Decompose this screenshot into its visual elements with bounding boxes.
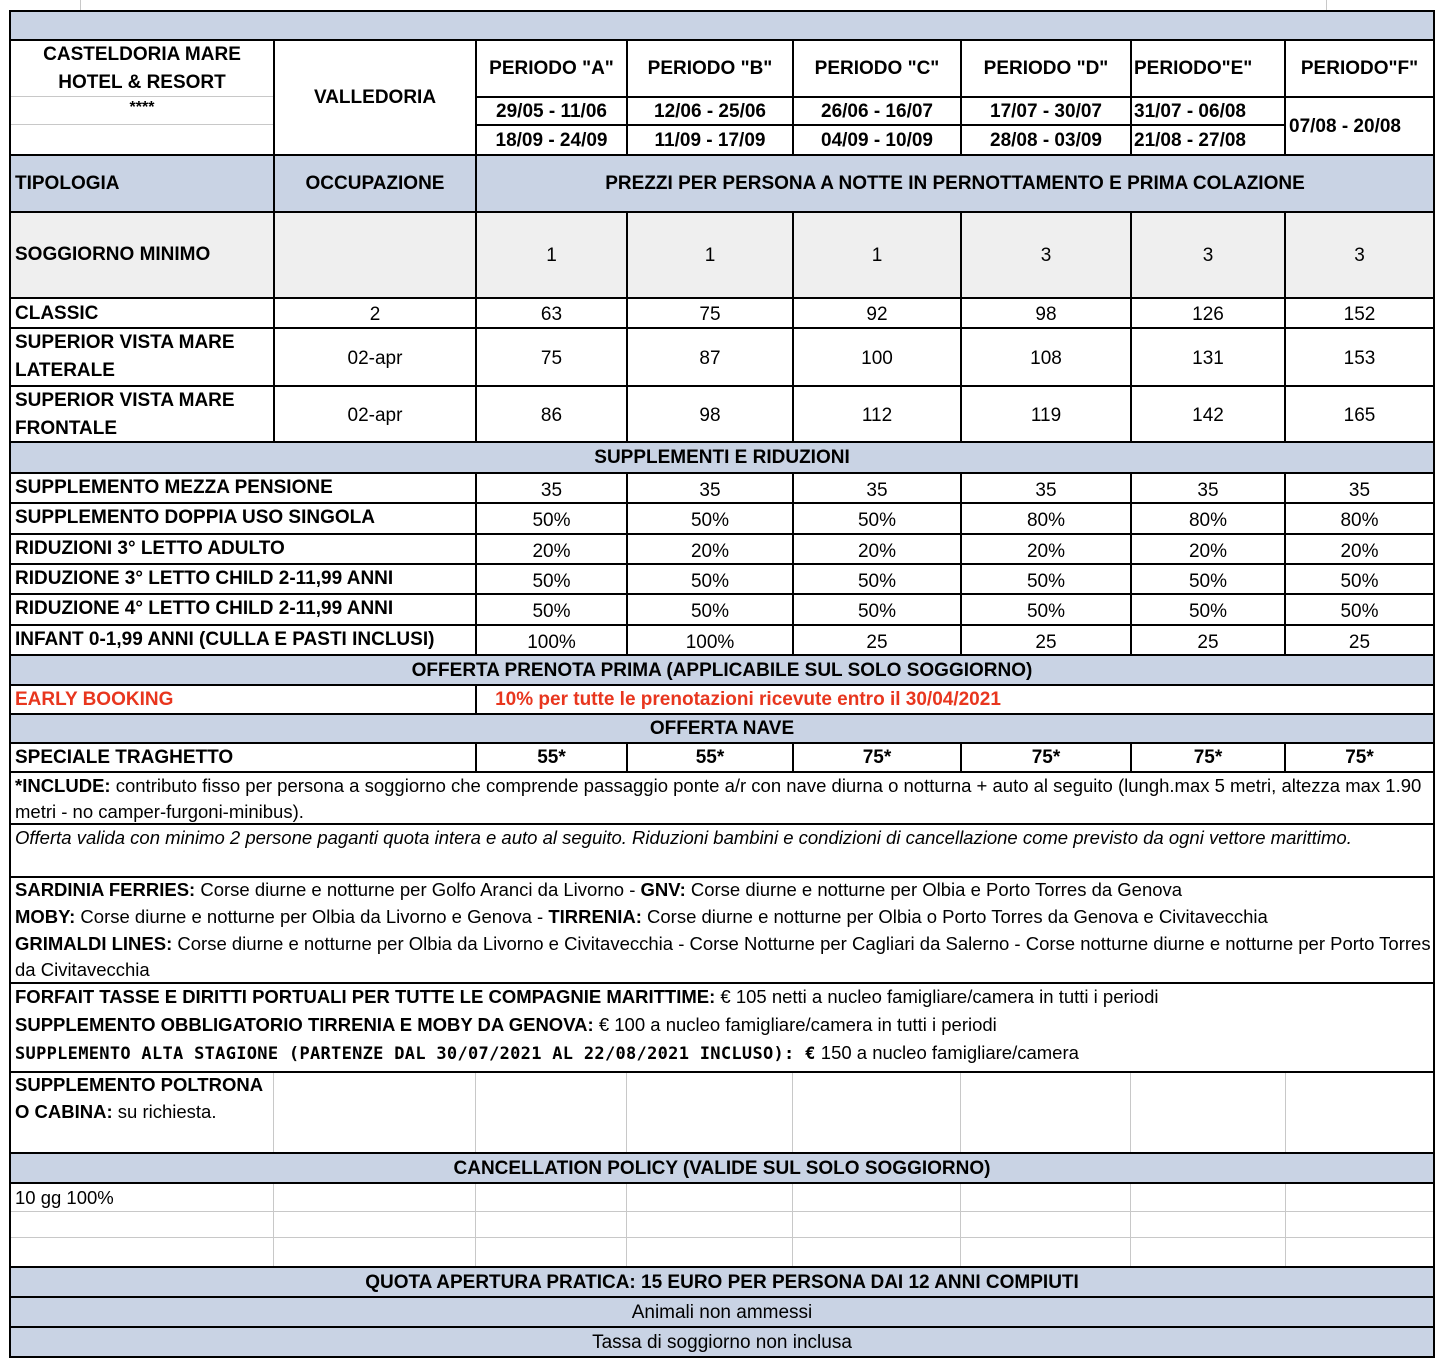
supplement-value: 50% [1188, 570, 1228, 592]
room-laterale-name-line1: SUPERIOR VISTA MARE [15, 332, 235, 353]
tipologia-header: TIPOLOGIA [15, 173, 120, 194]
room-laterale-name-line2: LATERALE [15, 360, 115, 381]
period-b-label: PERIODO "B" [647, 58, 773, 79]
cancellation-title: CANCELLATION POLICY (VALIDE SUL SOLO SOGGIORNO) [453, 1157, 991, 1179]
poltrona-note [11, 1071, 273, 1152]
room-laterale-price-b: 87 [699, 347, 721, 369]
room-frontale-price-d: 119 [1030, 404, 1062, 426]
period-e-date2: 21/08 - 27/08 [1134, 129, 1246, 151]
supplement-label: RIDUZIONE 4° LETTO CHILD 2-11,99 ANNI [15, 597, 394, 619]
supplement-value: 50% [857, 570, 897, 592]
include-note-bold: *INCLUDE: [15, 775, 111, 796]
room-classic-price-e: 126 [1192, 303, 1224, 325]
soggiorno-minimo-f: 3 [1354, 244, 1365, 266]
soggiorno-minimo-d: 3 [1040, 244, 1052, 266]
alta-stagione-bold: SUPPLEMENTO ALTA STAGIONE (PARTENZE DAL 30/07/2021 AL 22/08/2021 INCLUSO): € [15, 1044, 816, 1064]
soggiorno-minimo-c: 1 [871, 244, 883, 266]
supplement-value: 50% [857, 600, 897, 622]
supplement-value: 20% [1188, 540, 1228, 562]
room-laterale-price-c: 100 [861, 347, 893, 369]
supplement-value: 35 [1197, 479, 1219, 501]
period-c-label: PERIODO "C" [814, 58, 940, 79]
supplement-value: 80% [1188, 509, 1228, 531]
room-frontale-price-f: 165 [1343, 404, 1376, 426]
offerta-nave-title: OFFERTA NAVE [649, 718, 795, 739]
speciale-traghetto-label: SPECIALE TRAGHETTO [15, 747, 234, 768]
early-booking-label: EARLY BOOKING [15, 689, 174, 710]
supplement-label: SUPPLEMENTO DOPPIA USO SINGOLA [15, 506, 375, 528]
supplement-value: 50% [690, 600, 730, 622]
room-frontale-name-line1: SUPERIOR VISTA MARE [15, 389, 235, 411]
prezzi-header: PREZZI PER PERSONA A NOTTE IN PERNOTTAMENTO E PRIMA COLAZIONE [605, 173, 1305, 194]
supplement-value: 50% [1340, 600, 1379, 622]
alta-stagione-note [11, 1040, 1433, 1068]
room-classic-price-d: 98 [1035, 303, 1057, 325]
supplement-value: 20% [1026, 540, 1066, 562]
period-e-label: PERIODO"E" [1134, 58, 1253, 79]
ferries-note-2 [11, 904, 1433, 930]
supplement-value: 20% [857, 540, 897, 562]
grimaldi-text: Corse diurne e notturne per Olbia da Livorno e Civitavecchia - Corse Notturne per Cagliari da Salerno - Corse notturne diurne e notturne per Porto Torres da Civitavecchia [15, 933, 1431, 980]
period-f-label: PERIODO"F" [1300, 58, 1419, 79]
supplements-title: SUPPLEMENTI E RIDUZIONI [594, 447, 850, 468]
forfait-note [11, 984, 1433, 1012]
moby-bold: MOBY: [15, 906, 76, 927]
period-d-date1: 17/07 - 30/07 [990, 100, 1102, 122]
supplement-label: RIDUZIONI 3° LETTO ADULTO [15, 537, 285, 559]
poltrona-bold: SUPPLEMENTO POLTRONA O CABINA: [15, 1074, 263, 1122]
tirrenia-text: Corse diurne e notturne per Olbia o Porto Torres da Genova e Civitavecchia [641, 906, 1268, 927]
room-laterale-price-d: 108 [1030, 347, 1062, 369]
supplement-label: SUPPLEMENTO MEZZA PENSIONE [15, 476, 333, 498]
include-note-text: contributo fisso per persona a soggiorno che comprende passaggio ponte a/r con nave diurna o notturna + auto al seguito (lungh.max 5 metri, altezza max 1.90 metri - no camper-furgoni-minibus). [15, 775, 1422, 822]
grimaldi-bold: GRIMALDI LINES: [15, 933, 173, 954]
obbligatorio-bold: SUPPLEMENTO OBBLIGATORIO TIRRENIA E MOBY DA GENOVA: [15, 1014, 594, 1035]
room-classic-price-f: 152 [1343, 303, 1376, 325]
supplement-value: 25 [1035, 631, 1057, 653]
room-frontale-name-line2: FRONTALE [15, 417, 118, 439]
hotel-stars: **** [129, 98, 155, 116]
room-laterale-price-a: 75 [540, 347, 563, 369]
supplement-value: 25 [866, 631, 888, 653]
supplement-value: 35 [1035, 479, 1057, 501]
period-c-date1: 26/06 - 16/07 [821, 100, 933, 122]
room-classic-price-c: 92 [866, 303, 888, 325]
supplement-value: 35 [1348, 479, 1371, 501]
supplement-value: 20% [1340, 540, 1379, 562]
period-c-date2: 04/09 - 10/09 [821, 129, 933, 151]
period-e-date1: 31/07 - 06/08 [1134, 100, 1246, 122]
quota-apertura: QUOTA APERTURA PRATICA: 15 EURO PER PERSONA DAI 12 ANNI COMPIUTI [365, 1271, 1079, 1293]
animali-note: Animali non ammessi [631, 1301, 813, 1323]
include-note [11, 773, 1433, 823]
hotel-name [11, 41, 273, 97]
period-b-date2: 11/09 - 17/09 [654, 129, 766, 151]
gnv-text: Corse diurne e notturne per Olbia e Porto Torres da Genova [685, 879, 1183, 900]
moby-text: Corse diurne e notturne per Olbia da Livorno e Genova - [75, 906, 549, 927]
supplement-value: 100% [685, 631, 735, 653]
supplement-value: 35 [866, 479, 888, 501]
room-laterale-name [11, 329, 273, 385]
period-d-date2: 28/08 - 03/09 [990, 129, 1102, 151]
cancellation-rule: 10 gg 100% [15, 1187, 114, 1208]
hotel-name-line2: HOTEL & RESORT [58, 72, 226, 93]
period-b-date1: 12/06 - 25/06 [654, 100, 766, 122]
supplement-value: 80% [1026, 509, 1066, 531]
room-frontale-occupancy: 02-apr [347, 404, 403, 426]
supplement-value: 50% [532, 509, 571, 531]
supplement-value: 50% [1340, 570, 1379, 592]
early-booking-text: 10% per tutte le prenotazioni ricevute entro il 30/04/2021 [495, 689, 1001, 710]
tassa-note: Tassa di soggiorno non inclusa [592, 1331, 852, 1353]
supplement-value: 50% [690, 509, 730, 531]
forfait-text: € 105 netti a nucleo famigliare/camera in tutti i periodi [715, 986, 1159, 1007]
alta-stagione-text: 150 a nucleo famigliare/camera [815, 1042, 1079, 1063]
supplement-value: 50% [1026, 600, 1066, 622]
supplement-label: INFANT 0-1,99 ANNI (CULLA E PASTI INCLUSI) [15, 628, 435, 650]
hotel-name-line1: CASTELDORIA MARE [43, 44, 241, 65]
sardinia-ferries-text: Corse diurne e notturne per Golfo Aranci da Livorno - [195, 879, 641, 900]
forfait-bold: FORFAIT TASSE E DIRITTI PORTUALI PER TUTTE LE COMPAGNIE MARITTIME: [15, 986, 716, 1007]
sardinia-ferries-bold: SARDINIA FERRIES: [15, 879, 196, 900]
room-laterale-occupancy: 02-apr [347, 347, 403, 369]
room-frontale-name [11, 387, 273, 442]
offerta-prenota-title: OFFERTA PRENOTA PRIMA (APPLICABILE SUL SOLO SOGGIORNO) [411, 659, 1033, 681]
soggiorno-minimo-label: SOGGIORNO MINIMO [15, 244, 211, 265]
supplement-value: 50% [532, 570, 571, 592]
obbligatorio-note [11, 1012, 1433, 1040]
room-frontale-price-a: 86 [540, 404, 563, 426]
traghetto-value: 75* [1193, 747, 1223, 768]
traghetto-value: 55* [537, 747, 566, 768]
room-classic-name: CLASSIC [15, 302, 99, 324]
supplement-value: 50% [690, 570, 730, 592]
supplement-value: 25 [1348, 631, 1371, 653]
soggiorno-minimo-b: 1 [704, 244, 716, 266]
gnv-bold: GNV: [640, 879, 686, 900]
traghetto-value: 75* [1345, 747, 1374, 768]
tirrenia-bold: TIRRENIA: [548, 906, 642, 927]
period-a-label: PERIODO "A" [489, 58, 614, 79]
occupazione-header: OCCUPAZIONE [305, 173, 445, 194]
traghetto-value: 75* [1031, 747, 1061, 768]
room-frontale-price-e: 142 [1192, 404, 1224, 426]
supplement-value: 50% [1026, 570, 1066, 592]
period-a-date2: 18/09 - 24/09 [495, 129, 608, 151]
supplement-value: 100% [527, 631, 576, 653]
room-laterale-price-f: 153 [1343, 347, 1376, 369]
grimaldi-note [11, 931, 1433, 982]
supplement-value: 35 [540, 479, 563, 501]
period-d-label: PERIODO "D" [983, 58, 1109, 79]
supplement-value: 80% [1340, 509, 1379, 531]
supplement-value: 20% [690, 540, 730, 562]
traghetto-value: 75* [862, 747, 892, 768]
supplement-value: 50% [857, 509, 897, 531]
supplement-value: 50% [1188, 600, 1228, 622]
supplement-value: 50% [532, 600, 571, 622]
period-a-date1: 29/05 - 11/06 [496, 100, 607, 122]
traghetto-value: 55* [695, 747, 725, 768]
obbligatorio-text: € 100 a nucleo famigliare/camera in tutti i periodi [593, 1014, 997, 1035]
room-laterale-price-e: 131 [1192, 347, 1224, 369]
location: VALLEDORIA [313, 87, 437, 108]
supplement-value: 20% [532, 540, 571, 562]
room-frontale-price-c: 112 [861, 404, 893, 426]
soggiorno-minimo-e: 3 [1202, 244, 1214, 266]
poltrona-text: su richiesta. [112, 1101, 217, 1122]
soggiorno-minimo-a: 1 [546, 244, 557, 266]
supplement-value: 25 [1197, 631, 1219, 653]
offerta-valida-note: Offerta valida con minimo 2 persone paganti quota intera e auto al seguito. Riduzioni bambini e condizioni di cancellazione come previsto da ogni vettore marittimo. [15, 827, 1352, 848]
room-classic-price-a: 63 [540, 303, 563, 325]
room-frontale-price-b: 98 [699, 404, 721, 426]
room-classic-occupancy: 2 [369, 303, 381, 325]
period-f-date1: 07/08 - 20/08 [1289, 115, 1401, 137]
supplement-label: RIDUZIONE 3° LETTO CHILD 2-11,99 ANNI [15, 567, 394, 589]
supplement-value: 35 [699, 479, 721, 501]
ferries-note-1 [11, 877, 1433, 903]
room-classic-price-b: 75 [699, 303, 721, 325]
